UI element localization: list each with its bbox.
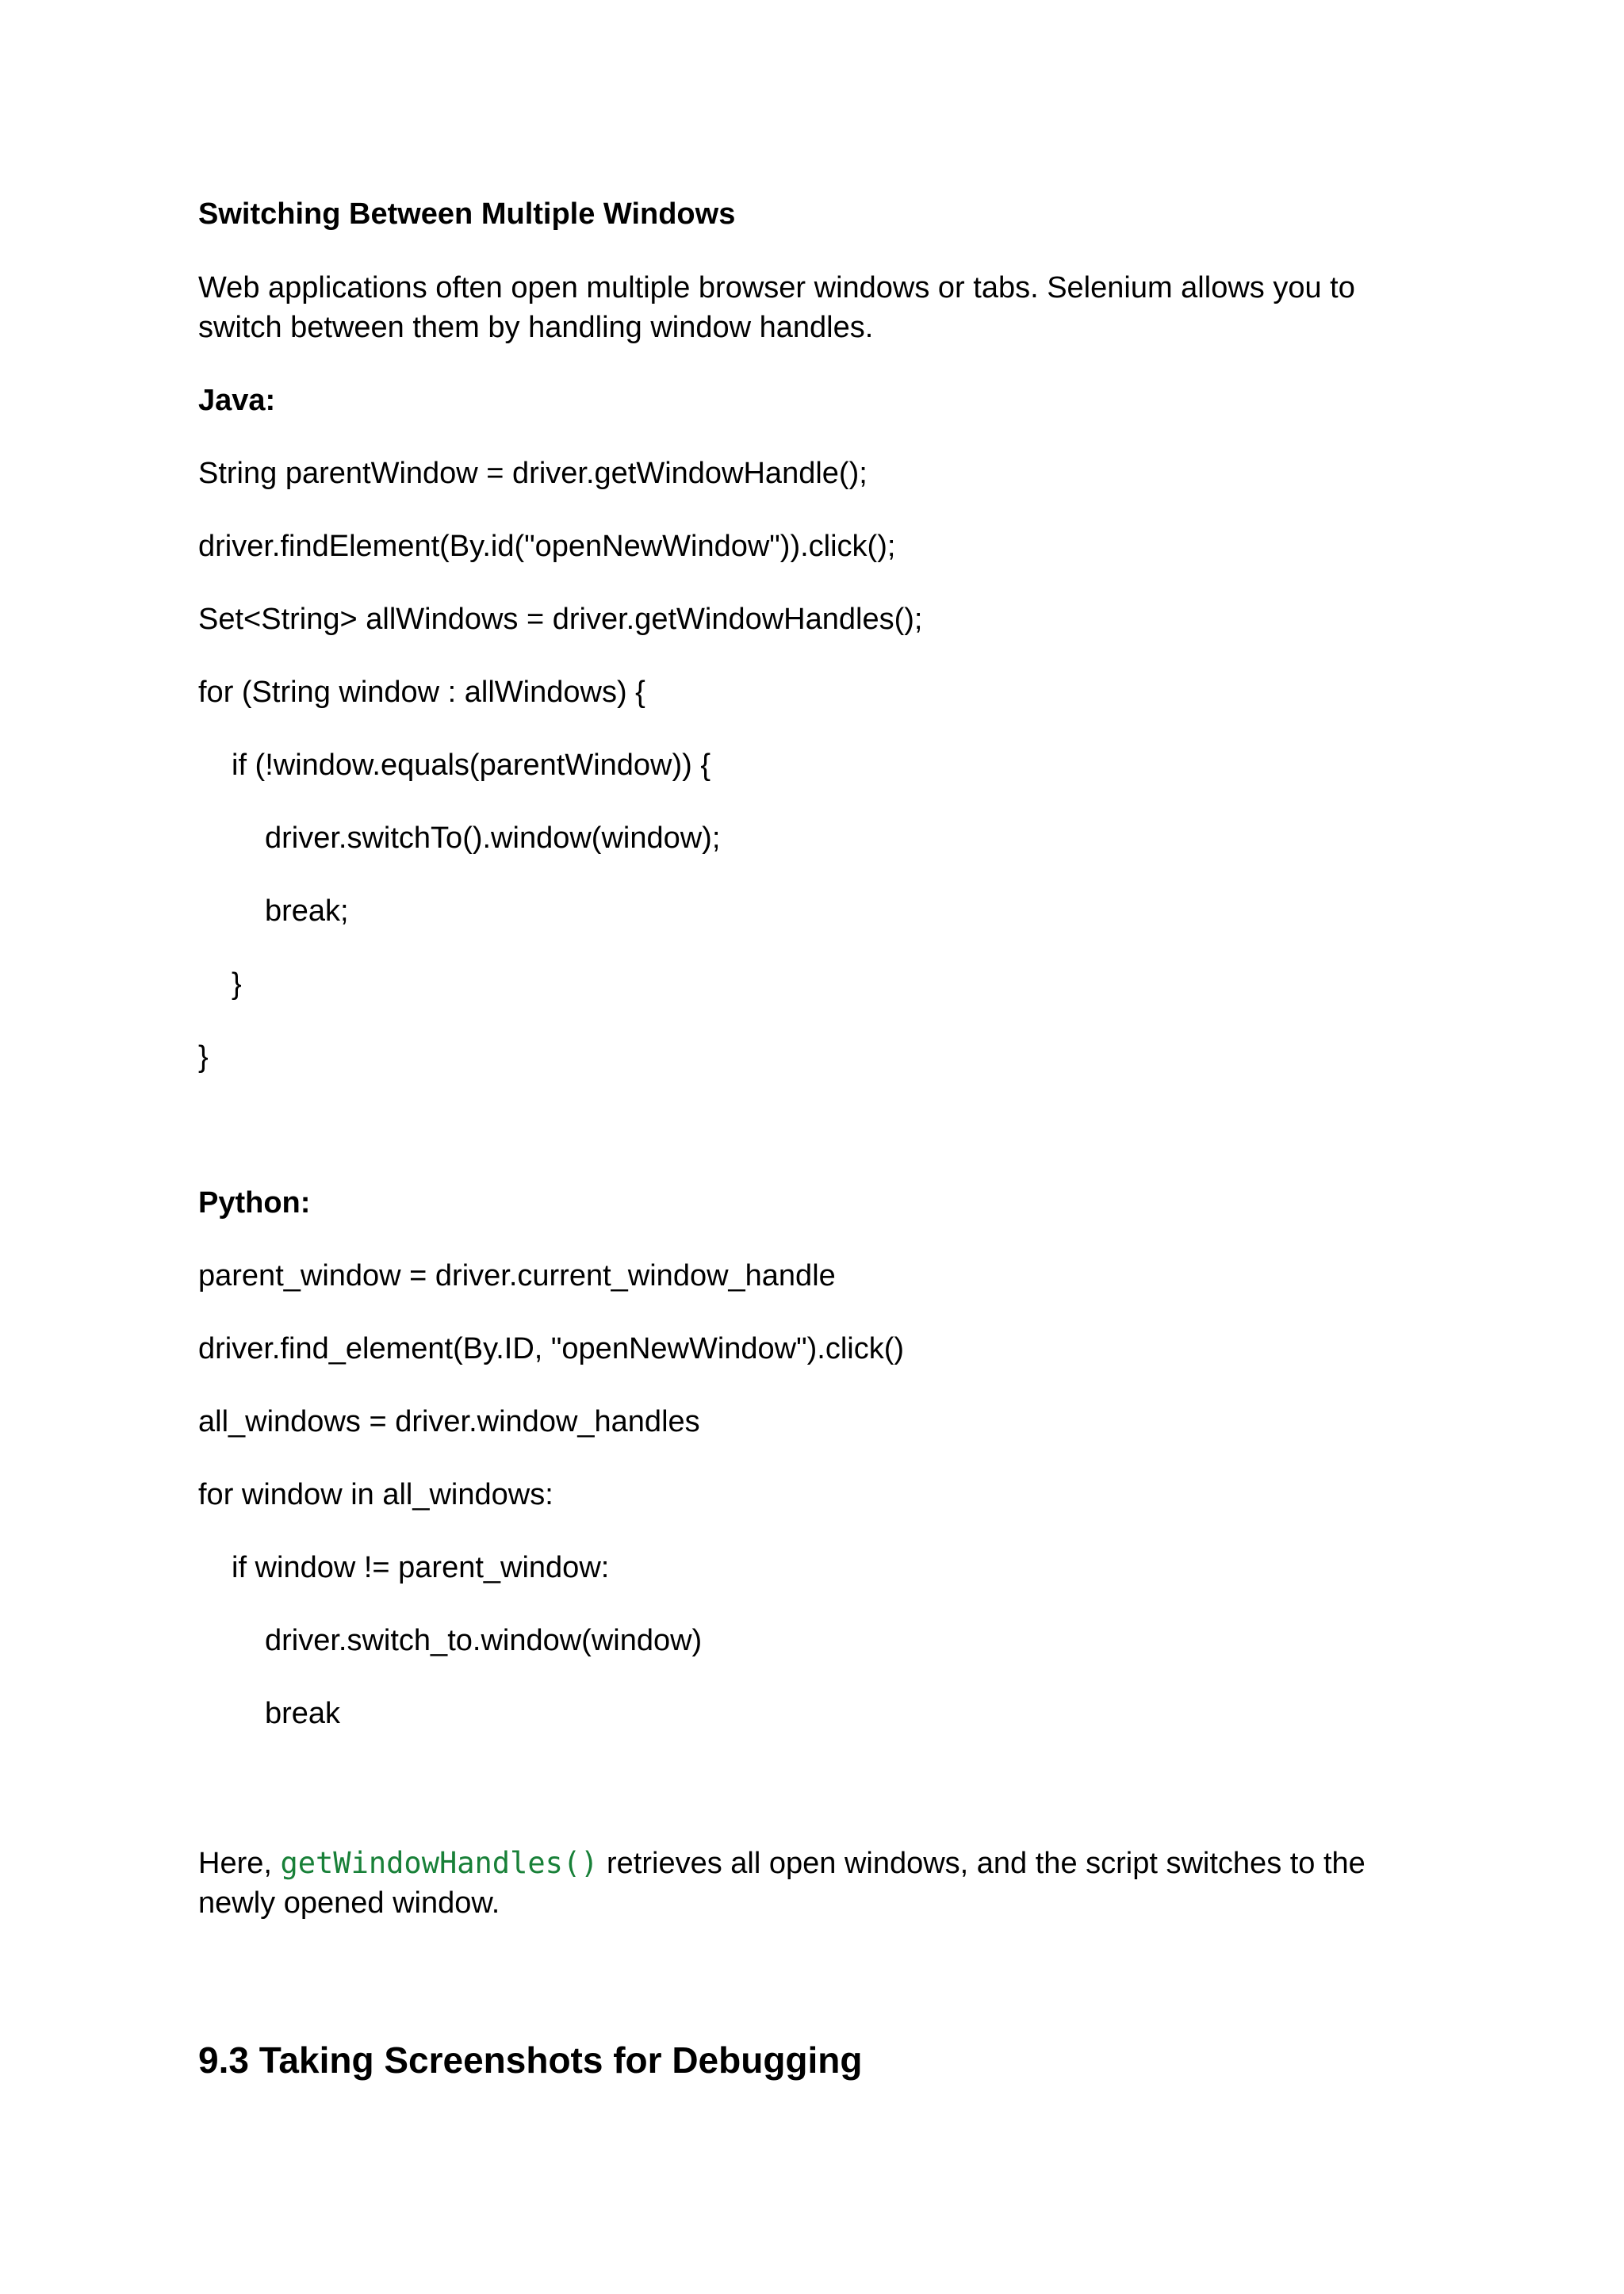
python-code-line: break xyxy=(265,1697,341,1730)
explanation-suffix: retrieves all open windows, and the script switches to the newly opened window. xyxy=(198,1847,1365,1920)
python-code-line: for window in all_windows: xyxy=(198,1478,553,1511)
java-code-line: driver.findElement(By.id("openNewWindow")).click(); xyxy=(198,530,896,563)
java-code-line: if (!window.equals(parentWindow)) { xyxy=(232,749,711,782)
java-code-line: break; xyxy=(265,894,349,928)
intro-paragraph: Web applications often open multiple browser windows or tabs. Selenium allows you to switch between them by handling window handles. xyxy=(198,271,1355,344)
java-code-line: } xyxy=(232,967,242,1001)
java-code-line: for (String window : allWindows) { xyxy=(198,676,645,709)
java-code-line: String parentWindow = driver.getWindowHandle(); xyxy=(198,457,868,490)
inline-code: getWindowHandles() xyxy=(280,1846,599,1880)
python-label: Python: xyxy=(198,1186,311,1220)
java-code-line: driver.switchTo().window(window); xyxy=(265,821,721,855)
explanation-paragraph xyxy=(198,1844,1435,1923)
python-code-line: if window != parent_window: xyxy=(232,1551,610,1584)
python-code-line: driver.switch_to.window(window) xyxy=(265,1624,703,1657)
java-code-line: } xyxy=(198,1040,209,1074)
java-label: Java: xyxy=(198,384,276,417)
python-code-line: all_windows = driver.window_handles xyxy=(198,1405,700,1438)
python-code-line: parent_window = driver.current_window_handle xyxy=(198,1259,836,1293)
section-title: Switching Between Multiple Windows xyxy=(198,197,736,231)
java-code-line: Set<String> allWindows = driver.getWindowHandles(); xyxy=(198,603,923,636)
next-section-heading: 9.3 Taking Screenshots for Debugging xyxy=(198,2039,863,2081)
explanation-prefix: Here, xyxy=(198,1847,281,1880)
python-code-line: driver.find_element(By.ID, "openNewWindow").click() xyxy=(198,1332,905,1365)
